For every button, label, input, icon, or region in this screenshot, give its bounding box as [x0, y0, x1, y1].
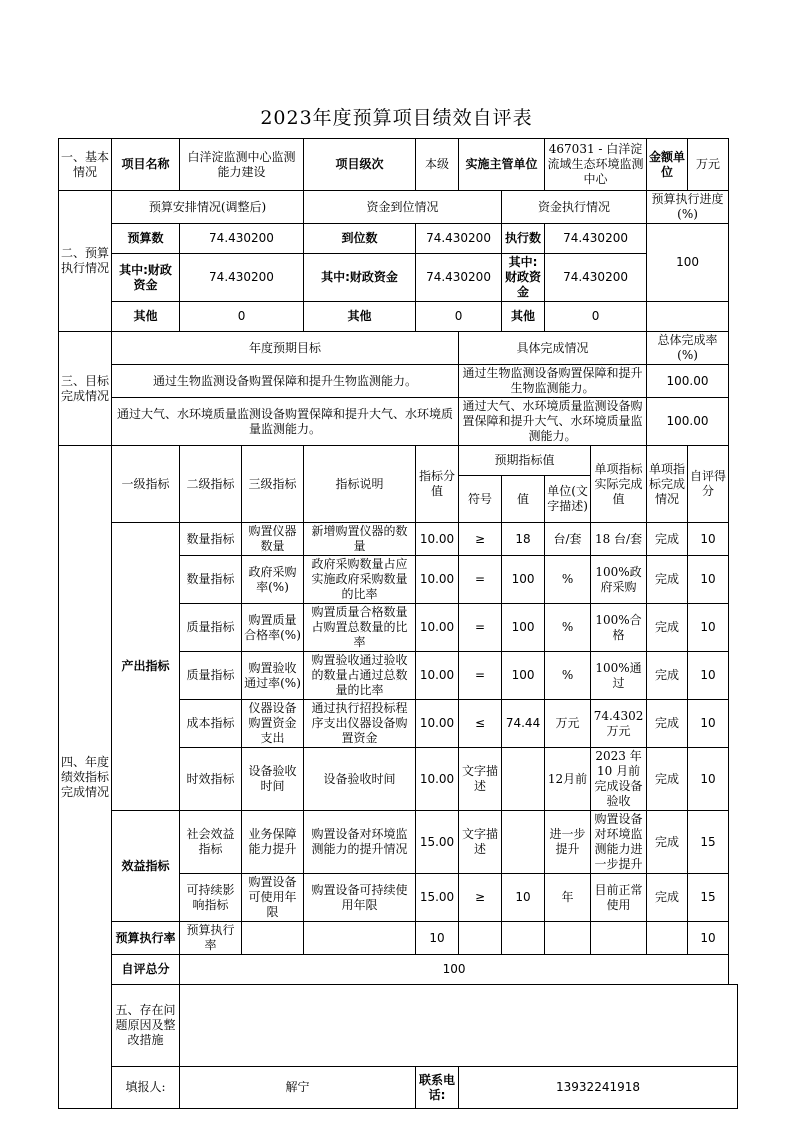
- indicator-l3: 政府采购率(%): [242, 556, 304, 604]
- dept-label: 实施主管单位: [459, 139, 545, 191]
- arrived-amount-label: 到位数: [304, 224, 416, 254]
- indicator-weight: 10.00: [416, 652, 459, 700]
- goals-target-header: 年度预期目标: [112, 332, 459, 365]
- goals-rate-header: 总体完成率(%): [647, 332, 729, 365]
- indicator-unit: 台/套: [545, 523, 591, 556]
- table-row: 社会效益指标: [180, 811, 242, 874]
- perf-symbol-header: 符号: [459, 476, 502, 523]
- budget-progress-value: 100: [647, 224, 729, 302]
- indicator-desc: 政府采购数量占应实施政府采购数量的比率: [304, 556, 416, 604]
- perf-section-label: 四、年度绩效指标完成情况: [59, 446, 112, 1109]
- indicator-value: 10: [502, 874, 545, 922]
- fiscal-budget-label: 其中:财政资金: [112, 254, 180, 302]
- indicator-symbol: ≥: [459, 523, 502, 556]
- indicator-value: 74.44: [502, 700, 545, 748]
- indicator-score: 10: [688, 556, 729, 604]
- unit-label: 金额单位: [647, 139, 688, 191]
- total-score-label: 自评总分: [112, 955, 180, 985]
- indicator-unit: %: [545, 604, 591, 652]
- fiscal-budget-value: 74.430200: [180, 254, 304, 302]
- indicator-l3: 业务保障能力提升: [242, 811, 304, 874]
- goal-target: 通过生物监测设备购置保障和提升生物监测能力。: [112, 365, 459, 398]
- indicator-actual: 购置设备对环境监测能力进一步提升: [591, 811, 647, 874]
- indicator-unit: 年: [545, 874, 591, 922]
- budget-amount-label: 预算数: [112, 224, 180, 254]
- goal-target: 通过大气、水环境质量监测设备购置保障和提升大气、水环境质量监测能力。: [112, 398, 459, 446]
- executed-amount-label: 执行数: [502, 224, 545, 254]
- page-title: 2023年度预算项目绩效自评表: [260, 107, 533, 129]
- indicator-actual: 100%通过: [591, 652, 647, 700]
- budget-rate-weight: 10: [416, 922, 459, 955]
- perf-status-header: 单项指标完成情况: [647, 446, 688, 523]
- indicator-l3: 购置质量合格率(%): [242, 604, 304, 652]
- goals-section-label: 三、目标完成情况: [59, 332, 112, 446]
- indicator-actual: 100%合格: [591, 604, 647, 652]
- table-row: 数量指标: [180, 523, 242, 556]
- perf-desc-header: 指标说明: [304, 446, 416, 523]
- indicator-symbol: =: [459, 604, 502, 652]
- budget-arrived-header: 资金到位情况: [304, 191, 502, 224]
- other-arrived-value: 0: [416, 302, 502, 332]
- indicator-l3: 仪器设备购置资金支出: [242, 700, 304, 748]
- fiscal-exec-label: 其中:财政资金: [502, 254, 545, 302]
- output-indicator-label: 产出指标: [112, 523, 180, 811]
- indicator-value: 100: [502, 652, 545, 700]
- budget-arranged-header: 预算安排情况(调整后): [112, 191, 304, 224]
- table-row: 质量指标: [180, 652, 242, 700]
- dept-value: 467031 - 白洋淀流域生态环境监测中心: [545, 139, 647, 191]
- perf-weight-header: 指标分值: [416, 446, 459, 523]
- goal-actual: 通过大气、水环境质量监测设备购置保障和提升大气、水环境质量监测能力。: [459, 398, 647, 446]
- other-budget-value: 0: [180, 302, 304, 332]
- indicator-value: 100: [502, 556, 545, 604]
- perf-level3-header: 三级指标: [242, 446, 304, 523]
- indicator-l3: 购置仪器数量: [242, 523, 304, 556]
- other-exec-value: 0: [545, 302, 647, 332]
- indicator-unit: %: [545, 556, 591, 604]
- indicator-status: 完成: [647, 748, 688, 811]
- table-row: 质量指标: [180, 604, 242, 652]
- indicator-desc: 设备验收时间: [304, 748, 416, 811]
- project-level-label: 项目级次: [304, 139, 416, 191]
- table-row: 成本指标: [180, 700, 242, 748]
- goals-actual-header: 具体完成情况: [459, 332, 647, 365]
- goal-rate: 100.00: [647, 365, 729, 398]
- indicator-symbol: ≥: [459, 874, 502, 922]
- indicator-value: [502, 748, 545, 811]
- indicator-actual: 74.4302 万元: [591, 700, 647, 748]
- evaluation-table: [58, 138, 738, 1109]
- indicator-desc: 通过执行招投标程序支出仪器设备购置资金: [304, 700, 416, 748]
- indicator-status: 完成: [647, 652, 688, 700]
- budget-progress-header: 预算执行进度(%): [647, 191, 729, 224]
- other-arrived-label: 其他: [304, 302, 416, 332]
- executed-amount-value: 74.430200: [545, 224, 647, 254]
- indicator-status: 完成: [647, 556, 688, 604]
- filler-value: 解宁: [180, 1067, 416, 1109]
- budget-rate-label: 预算执行率: [112, 922, 180, 955]
- indicator-desc: 购置验收通过验收的数量占通过总数量的比率: [304, 652, 416, 700]
- budget-executed-header: 资金执行情况: [502, 191, 647, 224]
- indicator-weight: 10.00: [416, 604, 459, 652]
- indicator-actual: 目前正常使用: [591, 874, 647, 922]
- indicator-score: 10: [688, 523, 729, 556]
- indicator-desc: 购置设备可持续使用年限: [304, 874, 416, 922]
- indicator-status: 完成: [647, 811, 688, 874]
- indicator-weight: 10.00: [416, 748, 459, 811]
- perf-level1-header: 一级指标: [112, 446, 180, 523]
- project-name-value: 白洋淀监测中心监测能力建设: [180, 139, 304, 191]
- indicator-score: 10: [688, 604, 729, 652]
- indicator-unit: 万元: [545, 700, 591, 748]
- phone-label: 联系电话:: [416, 1067, 459, 1109]
- perf-actual-header: 单项指标实际完成值: [591, 446, 647, 523]
- indicator-score: 10: [688, 652, 729, 700]
- indicator-actual: 100%政府采购: [591, 556, 647, 604]
- indicator-unit: %: [545, 652, 591, 700]
- indicator-symbol: 文字描述: [459, 811, 502, 874]
- indicator-actual: 18 台/套: [591, 523, 647, 556]
- goal-rate: 100.00: [647, 398, 729, 446]
- other-budget-label: 其他: [112, 302, 180, 332]
- indicator-value: 100: [502, 604, 545, 652]
- perf-unit-header: 单位(文字描述): [545, 476, 591, 523]
- project-name-label: 项目名称: [112, 139, 180, 191]
- perf-expected-header: 预期指标值: [459, 446, 591, 476]
- indicator-weight: 15.00: [416, 811, 459, 874]
- arrived-amount-value: 74.430200: [416, 224, 502, 254]
- perf-level2-header: 二级指标: [180, 446, 242, 523]
- project-level-value: 本级: [416, 139, 459, 191]
- goal-actual: 通过生物监测设备购置保障和提升生物监测能力。: [459, 365, 647, 398]
- indicator-score: 10: [688, 748, 729, 811]
- table-row: 可持续影响指标: [180, 874, 242, 922]
- fiscal-exec-value: 74.430200: [545, 254, 647, 302]
- indicator-score: 15: [688, 811, 729, 874]
- indicator-desc: 新增购置仪器的数量: [304, 523, 416, 556]
- indicator-unit: 进一步提升: [545, 811, 591, 874]
- total-score-value: 100: [180, 955, 729, 985]
- basic-section-label: 一、基本情况: [59, 139, 112, 191]
- indicator-value: 18: [502, 523, 545, 556]
- indicator-symbol: 文字描述: [459, 748, 502, 811]
- indicator-unit: 12月前: [545, 748, 591, 811]
- unit-value: 万元: [688, 139, 729, 191]
- indicator-l3: 设备验收时间: [242, 748, 304, 811]
- indicator-symbol: ≤: [459, 700, 502, 748]
- budget-section-label: 二、预算执行情况: [59, 191, 112, 332]
- indicator-desc: 购置质量合格数量占购置总数量的比率: [304, 604, 416, 652]
- budget-rate-score: 10: [688, 922, 729, 955]
- indicator-weight: 10.00: [416, 700, 459, 748]
- indicator-status: 完成: [647, 523, 688, 556]
- indicator-symbol: =: [459, 652, 502, 700]
- indicator-actual: 2023 年 10 月前完成设备验收: [591, 748, 647, 811]
- indicator-weight: 15.00: [416, 874, 459, 922]
- phone-value: 13932241918: [459, 1067, 738, 1109]
- table-row: 时效指标: [180, 748, 242, 811]
- indicator-status: 完成: [647, 700, 688, 748]
- issues-section-label: 五、存在问题原因及整改措施: [112, 985, 180, 1067]
- perf-score-header: 自评得分: [688, 446, 729, 523]
- indicator-status: 完成: [647, 874, 688, 922]
- indicator-status: 完成: [647, 604, 688, 652]
- other-exec-label: 其他: [502, 302, 545, 332]
- filler-label: 填报人:: [112, 1067, 180, 1109]
- indicator-l3: 购置验收通过率(%): [242, 652, 304, 700]
- issues-content: [180, 985, 738, 1067]
- fiscal-arrived-label: 其中:财政资金: [304, 254, 416, 302]
- benefit-indicator-label: 效益指标: [112, 811, 180, 922]
- indicator-l3: 购置设备可使用年限: [242, 874, 304, 922]
- indicator-desc: 购置设备对环境监测能力的提升情况: [304, 811, 416, 874]
- budget-amount-value: 74.430200: [180, 224, 304, 254]
- indicator-score: 10: [688, 700, 729, 748]
- perf-value-header: 值: [502, 476, 545, 523]
- fiscal-arrived-value: 74.430200: [416, 254, 502, 302]
- indicator-value: [502, 811, 545, 874]
- budget-rate-l2: 预算执行率: [180, 922, 242, 955]
- indicator-weight: 10.00: [416, 556, 459, 604]
- indicator-symbol: =: [459, 556, 502, 604]
- table-row: 数量指标: [180, 556, 242, 604]
- indicator-weight: 10.00: [416, 523, 459, 556]
- indicator-score: 15: [688, 874, 729, 922]
